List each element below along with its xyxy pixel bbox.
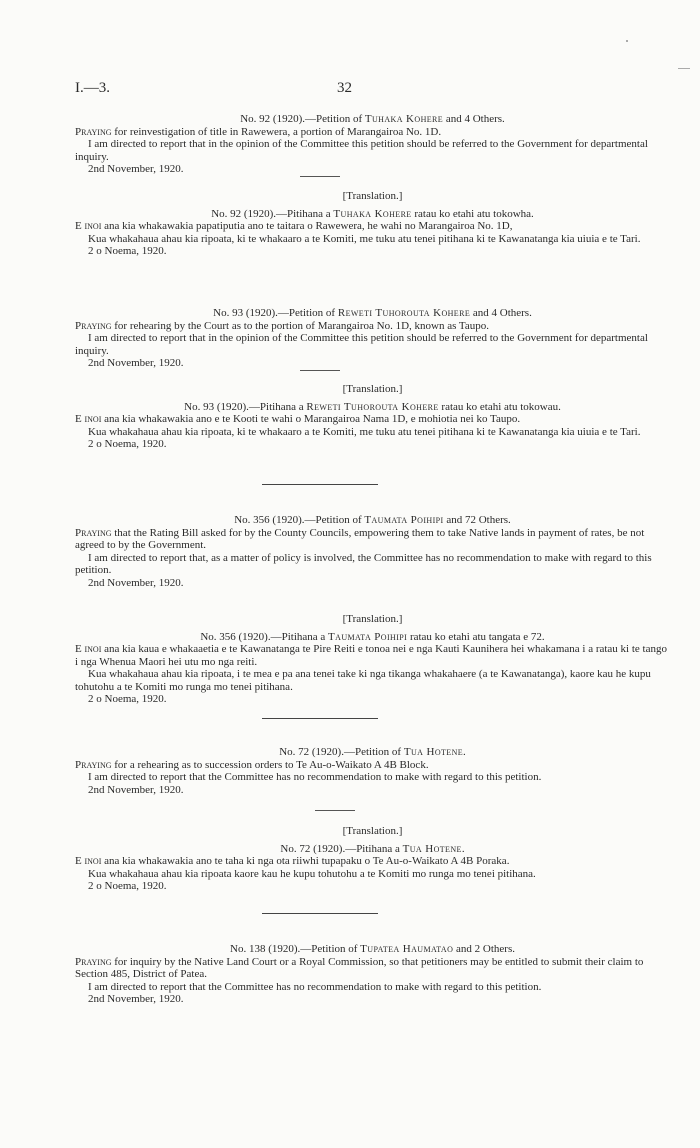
- page-number: 32: [337, 80, 352, 96]
- section-divider: [262, 913, 378, 914]
- petition-date: 2nd November, 1920.: [88, 993, 184, 1005]
- petition-date: 2nd November, 1920.: [88, 163, 184, 175]
- translation-prayer: E inoi ana kia whakawakia ano te taha ki nga ota riiwhi tupapaku o Te Au-o-Waikato A 4B Poraka.: [75, 855, 510, 867]
- petition-72: [75, 746, 670, 796]
- scan-mark: [678, 68, 690, 69]
- short-divider: [300, 370, 340, 371]
- petition-138: [75, 943, 670, 1006]
- translation-title: No. 92 (1920).—Pitihana a Tuhaka Kohere ratau ko etahi atu tokowha.: [211, 207, 534, 220]
- petition-title: No. 92 (1920).—Petition of Tuhaka Kohere and 4 Others.: [240, 113, 505, 125]
- translation-label: [Translation.]: [342, 613, 403, 625]
- petition-date: 2nd November, 1920.: [88, 357, 184, 369]
- translation-prayer: E inoi ana kia whakawakia ano e te Kooti te wahi o Marangairoa Nama 1D, e mohiotia nei ko Taupo.: [75, 413, 521, 425]
- translation-72: [75, 825, 670, 893]
- translation-date: 2 o Noema, 1920.: [88, 880, 167, 892]
- translation-date: 2 o Noema, 1920.: [88, 245, 167, 257]
- section-divider: [262, 484, 378, 485]
- short-divider: [315, 810, 355, 811]
- petition-title: No. 93 (1920).—Petition of Reweti Tuhorouta Kohere and 4 Others.: [213, 307, 532, 319]
- translation-prayer: E inoi ana kia whakawakia papatiputia ano te taitara o Rawewera, he wahi no Marangairoa No. 1D,: [75, 220, 513, 232]
- scan-dot: [626, 40, 628, 42]
- translation-report: Kua whakahaua ahau kia ripoata, i te mea e pa ana tenei take ki nga tikanga whakahaere (a te Kawanatanga), kaore kau he kupu tohutohu a te Komiti mo runga mo tenei pitihana.: [75, 668, 651, 693]
- translation-label: [Translation.]: [342, 825, 403, 837]
- translation-report: Kua whakahaua ahau kia ripoata, ki te whakaaro a te Komiti, me tuku atu tenei pitihana ki te Kawanatanga kia uiuia e te Tari.: [88, 232, 641, 245]
- short-divider: [300, 176, 340, 177]
- translation-report: Kua whakahaua ahau kia ripoata kaore kau he kupu tohutohu a te Komiti mo runga mo tenei pitihana.: [88, 867, 536, 880]
- petition-report: I am directed to report that the Committee has no recommendation to make with regard to this petition.: [88, 980, 542, 993]
- translation-92: [75, 190, 670, 258]
- petition-prayer: Praying for reinvestigation of title in Rawewera, a portion of Marangairoa No. 1D.: [75, 125, 442, 138]
- translation-date: 2 o Noema, 1920.: [88, 693, 167, 705]
- translation-356: [75, 613, 670, 706]
- petition-report: I am directed to report that the Committee has no recommendation to make with regard to this petition.: [88, 771, 542, 783]
- petition-prayer: Praying for rehearing by the Court as to the portion of Marangairoa No. 1D, known as Taupo.: [75, 319, 490, 332]
- petition-title: No. 138 (1920).—Petition of Tupatea Haumatao and 2 Others.: [230, 943, 515, 955]
- petition-date: 2nd November, 1920.: [88, 576, 184, 589]
- petition-title: No. 72 (1920).—Petition of Tua Hotene.: [279, 746, 466, 758]
- section-divider: [262, 718, 378, 719]
- petition-prayer: Praying for inquiry by the Native Land Court or a Royal Commission, so that petitioners may be entitled to submit their claim to Section 485, District of Patea.: [75, 955, 644, 980]
- petition-356: [75, 514, 670, 589]
- petition-prayer: Praying that the Rating Bill asked for by the County Councils, empowering them to take Native lands in payment of rates, be not agreed to by the Government.: [75, 526, 645, 551]
- petition-93: [75, 307, 670, 370]
- translation-label: [Translation.]: [342, 190, 403, 202]
- translation-93: [75, 383, 670, 451]
- petition-date: 2nd November, 1920.: [88, 783, 184, 796]
- petition-title: No. 356 (1920).—Petition of Taumata Poihipi and 72 Others.: [234, 514, 511, 526]
- translation-report: Kua whakahaua ahau kia ripoata, ki te whakaaro a te Komiti, me tuku atu tenei pitihana ki te Kawanatanga kia uiuia e te Tari.: [88, 425, 641, 438]
- translation-title: No. 356 (1920).—Pitihana a Taumata Poihipi ratau ko etahi atu tangata e 72.: [200, 630, 545, 643]
- petition-92: [75, 113, 670, 176]
- translation-label: [Translation.]: [342, 383, 403, 395]
- translation-title: No. 93 (1920).—Pitihana a Reweti Tuhorouta Kohere ratau ko etahi atu tokowau.: [184, 400, 561, 413]
- translation-title: No. 72 (1920).—Pitihana a Tua Hotene.: [280, 842, 465, 855]
- section-reference: I.—3.: [75, 80, 110, 96]
- translation-date: 2 o Noema, 1920.: [88, 438, 167, 450]
- petition-report: I am directed to report that, as a matter of policy is involved, the Committee has no recommendation to make with regard to this petition.: [75, 551, 652, 576]
- petition-prayer: Praying for a rehearing as to succession orders to Te Au-o-Waikato A 4B Block.: [75, 758, 429, 771]
- petition-report: I am directed to report that in the opinion of the Committee this petition should be referred to the Government for departmental inquiry.: [75, 138, 648, 163]
- petition-report: I am directed to report that in the opinion of the Committee this petition should be referred to the Government for departmental inquiry.: [75, 332, 648, 357]
- translation-prayer: E inoi ana kia kaua e whakaaetia e te Kawanatanga te Pire Reiti e tonoa nei e nga Kauti Kaunihera hei whakamana i a ratau ki te tango i nga Whenua Maori hei utu mo nga reiti.: [75, 643, 667, 668]
